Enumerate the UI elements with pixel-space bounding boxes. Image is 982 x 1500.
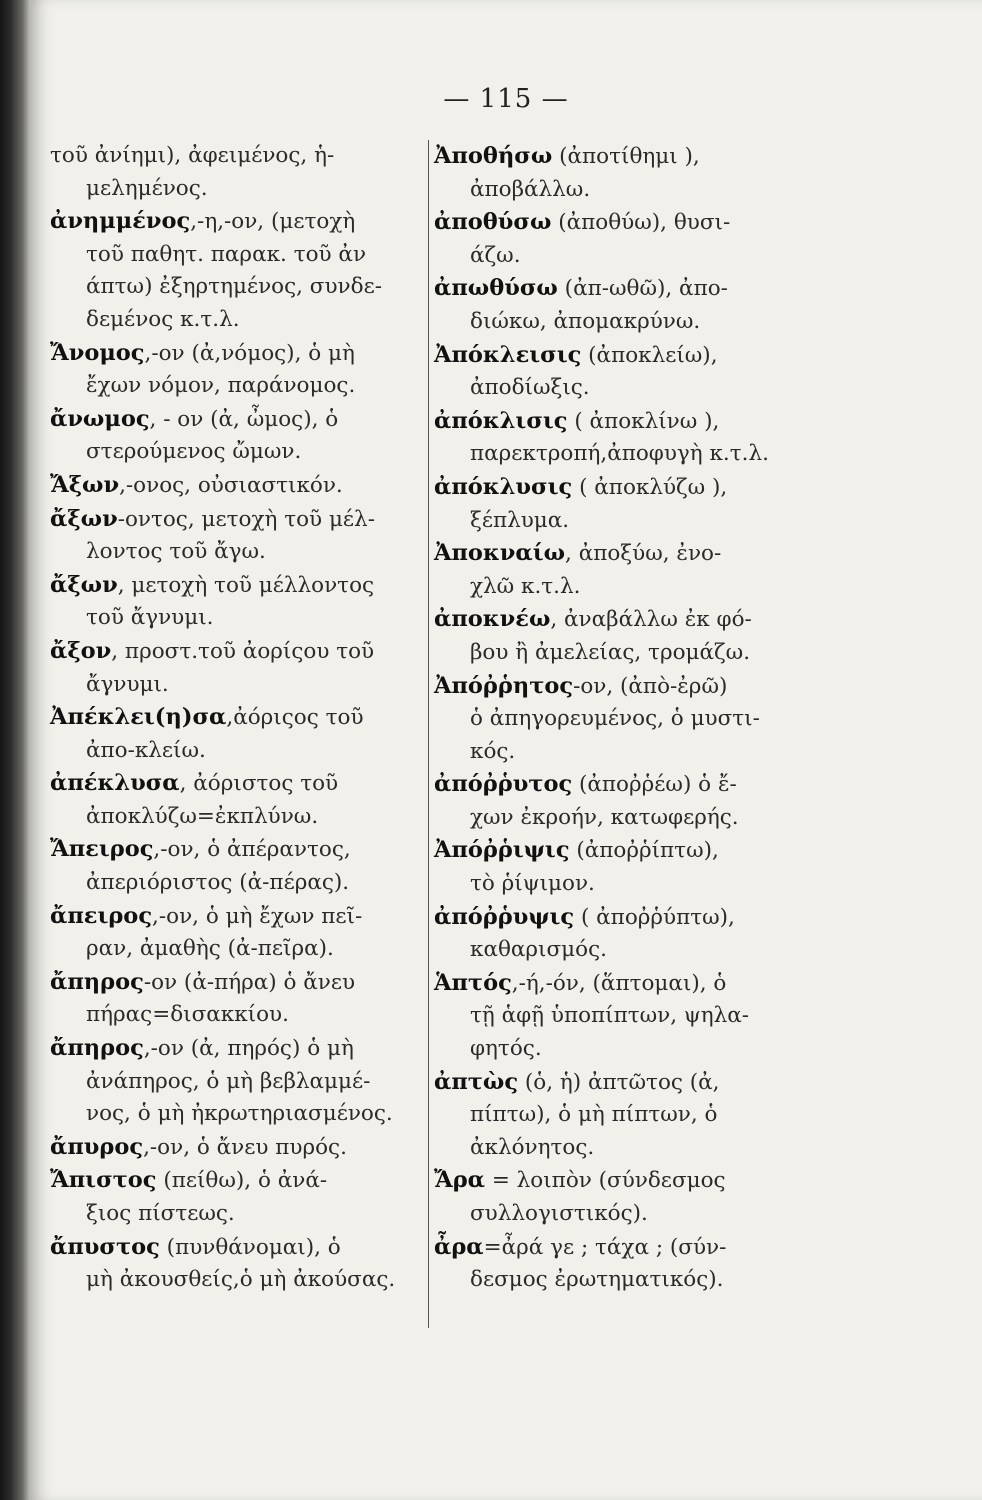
- entry-definition: ,ἀόριςος τοῦ: [226, 705, 364, 731]
- dictionary-entry: [50, 966, 448, 1032]
- entry-definition: , μετοχὴ τοῦ μέλλοντος: [117, 572, 375, 598]
- entry-continuation: ἀπεριόριστος (ἀ-πέρας).: [86, 870, 350, 896]
- entry-definition: -ον (ἀ-πήρα) ὁ ἄνευ: [143, 969, 356, 995]
- entry-continuation: λοντος τοῦ ἄγω.: [86, 539, 266, 565]
- entry-definition: ,-ον, ὁ ἀπέραντος,: [153, 837, 351, 863]
- entry-continuation: ἄγνυμι.: [86, 671, 169, 697]
- entry-continuation: συλλογιστικός).: [470, 1201, 648, 1226]
- dictionary-entry: [434, 1066, 814, 1132]
- entry-continuation: άζω.: [470, 242, 521, 268]
- entry-first-line: [50, 469, 448, 503]
- entry-continuation: χων ἐκροήν, κατωφερής.: [470, 804, 739, 830]
- entry-first-line: [434, 834, 814, 868]
- dictionary-entry: [434, 140, 814, 206]
- entry-first-line: [434, 1066, 814, 1100]
- entry-definition: ( ἀποκλίνω ),: [567, 408, 720, 434]
- dictionary-entry: [50, 1164, 448, 1230]
- entry-continuation: δεμένος κ.τ.λ.: [86, 306, 240, 332]
- entry-definition: (ἀποῤῥέω) ὁ ἔ-: [572, 772, 737, 798]
- entry-continuation: ξιος πίστεως.: [86, 1201, 235, 1226]
- entry-first-line: [434, 1164, 814, 1198]
- entry-definition: ,-ή,-όν, (ἅπτομαι), ὁ: [511, 970, 727, 996]
- entry-first-line: [50, 900, 448, 934]
- dictionary-entry: [434, 670, 814, 736]
- entry-lemma: ἄνωμος: [50, 405, 150, 432]
- entry-first-line: [434, 967, 814, 1001]
- entry-first-line: [434, 206, 814, 240]
- dictionary-entry: [50, 569, 448, 635]
- dictionary-entry: [50, 1098, 448, 1131]
- entry-definition: , ἀόριστος τοῦ: [179, 771, 339, 797]
- entry-definition: ,-ον (ἀ,νόμος), ὁ μὴ: [144, 340, 355, 366]
- dictionary-entry: [50, 635, 448, 701]
- dictionary-entry: [50, 1231, 448, 1297]
- entry-definition: =ἆρά γε ; τάχα ; (σύν-: [483, 1234, 727, 1260]
- entry-lemma: ἄπειρος: [50, 902, 153, 929]
- entry-lemma: Ἄρα: [434, 1167, 485, 1194]
- entry-continuation: τοῦ ἄγνυμι.: [86, 605, 214, 631]
- entry-first-line: [434, 339, 814, 373]
- entry-first-line: [434, 768, 814, 802]
- entry-lemma: ἄπηρος: [50, 1035, 144, 1062]
- entry-first-line: [50, 1231, 448, 1265]
- entry-continuation: καθαρισμός.: [470, 937, 607, 963]
- entry-lemma: Ἀποθήσω: [434, 143, 553, 169]
- dictionary-entry: [50, 503, 448, 569]
- entry-lemma: ἀπόκλισις: [434, 407, 568, 434]
- dictionary-entry: [434, 834, 814, 900]
- entry-lemma: ἀπόκλυσις: [434, 473, 573, 500]
- entry-continuation: άπτω) ἐξηρτημένος, συνδε-: [86, 274, 382, 300]
- dictionary-entry: [434, 736, 814, 769]
- entry-continuation: ραν, ἀμαθὴς (ἀ-πεῖρα).: [86, 936, 334, 962]
- dictionary-entry: [434, 471, 814, 537]
- entry-first-line: [434, 272, 814, 306]
- entry-definition: τοῦ ἀνίημι), ἀφειμένος, ἡ-: [50, 143, 335, 168]
- entry-lemma: Ἀποκναίω: [434, 540, 566, 567]
- entry-lemma: ἀπόῤῥυτος: [434, 771, 573, 798]
- entry-continuation: ἀπο-κλείω.: [86, 737, 206, 763]
- entry-first-line: [434, 471, 814, 505]
- dictionary-entry: [50, 833, 448, 899]
- entry-first-line: [50, 1164, 448, 1198]
- dictionary-entry: [434, 537, 814, 603]
- dictionary-entry: [50, 1131, 448, 1165]
- entry-definition: ,-ον, ὁ μὴ ἔχων πεῖ-: [152, 903, 363, 929]
- entry-continuation: ὁ ἀπηγορευμένος, ὁ μυστι-: [470, 706, 760, 732]
- entry-definition: ( ἀποκλύζω ),: [572, 474, 728, 500]
- entry-lemma: Ἀπέκλει(η)σα: [50, 704, 227, 731]
- entry-lemma: Ἄπειρος: [50, 836, 154, 863]
- entry-definition: , ἀποξύω, ἐνο-: [565, 541, 722, 567]
- entry-first-line: [434, 901, 814, 935]
- entry-definition: ,-η,-ον, (μετοχὴ: [190, 209, 356, 235]
- dictionary-entry: [434, 901, 814, 967]
- entry-lemma: ἄπηρος: [50, 968, 144, 995]
- entry-definition: ,-ον (ἀ, πηρός) ὁ μὴ: [143, 1036, 354, 1062]
- book-spine-shadow: [0, 0, 30, 1500]
- entry-definition: (ἀποκλείω),: [581, 342, 718, 368]
- entry-continuation: ἀνάπηρος, ὁ μὴ βεβλαμμέ-: [86, 1068, 371, 1094]
- entry-lemma: ἀπόῤῥυψις: [434, 903, 575, 930]
- dictionary-entry: [50, 469, 448, 503]
- book-page: [30, 0, 982, 1500]
- entry-continuation: χλῶ κ.τ.λ.: [470, 573, 581, 599]
- entry-continuation: ἀποκλύζω=ἐκπλύνω.: [86, 803, 319, 829]
- entry-continuation: νος, ὁ μὴ ἠκρωτηριασμένος.: [86, 1101, 393, 1127]
- dictionary-entry: [50, 304, 448, 337]
- entry-continuation: μελημένος.: [86, 175, 208, 201]
- entry-lemma: ἄξον: [50, 637, 112, 664]
- entry-first-line: [50, 140, 448, 173]
- entry-continuation: βου ἢ ἀμελείας, τρομάζω.: [470, 639, 751, 665]
- entry-continuation: ἀποβάλλω.: [470, 176, 591, 202]
- entry-lemma: ἀποκνέω: [434, 606, 551, 633]
- entry-first-line: [434, 405, 814, 439]
- entry-lemma: Ἄνομος: [50, 339, 145, 366]
- dictionary-entry: [50, 205, 448, 271]
- entry-first-line: [50, 205, 448, 239]
- entry-definition: ,-ον, ὁ ἄνευ πυρός.: [143, 1134, 347, 1160]
- entry-continuation: τῇ ἁφῇ ὑποπίπτων, ψηλα-: [470, 1003, 750, 1029]
- entry-continuation: στερούμενος ὤμων.: [86, 439, 302, 465]
- dictionary-entry: [50, 140, 448, 205]
- entry-definition: (ἀποῤῥίπτω),: [569, 838, 719, 864]
- dictionary-entry: [50, 337, 448, 403]
- entry-lemma: Ἄπιστος: [50, 1167, 157, 1194]
- dictionary-entry: [434, 206, 814, 272]
- entry-definition: (ἀποθύω), θυσι-: [551, 210, 731, 236]
- entry-lemma: ἀπωθύσω: [434, 275, 558, 302]
- entry-lemma: ἀπτὼς: [434, 1068, 519, 1095]
- entry-first-line: [434, 603, 814, 637]
- entry-first-line: [50, 966, 448, 1000]
- dictionary-entry: [50, 900, 448, 966]
- entry-first-line: [50, 1131, 448, 1165]
- column-divider: [428, 140, 429, 1328]
- entry-definition: , προστ.τοῦ ἀορίςου τοῦ: [111, 638, 375, 664]
- entry-definition: (πείθω), ὁ ἀνά-: [156, 1168, 328, 1194]
- entry-first-line: [50, 337, 448, 371]
- entry-continuation: ἔχων νόμον, παράνομος.: [86, 373, 356, 399]
- entry-definition: ,-ονος, οὐσιαστικόν.: [119, 472, 343, 498]
- entry-lemma: ἀπέκλυσα: [50, 770, 180, 797]
- entry-continuation: ξέπλυμα.: [470, 507, 570, 533]
- entry-lemma: Ἀπόῤῥητος: [434, 672, 574, 699]
- dictionary-entry: [434, 768, 814, 834]
- dictionary-entry: [50, 1032, 448, 1098]
- entry-first-line: [434, 1231, 814, 1265]
- right-column: [434, 140, 814, 1297]
- entry-lemma: ἄπυστος: [50, 1233, 160, 1260]
- entry-continuation: κός.: [470, 738, 516, 764]
- entry-definition: , ἀναβάλλω ἐκ φό-: [550, 607, 752, 633]
- left-column: [50, 140, 448, 1297]
- entry-first-line: [434, 537, 814, 571]
- dictionary-entry: [50, 701, 448, 767]
- entry-continuation: φητός.: [470, 1036, 542, 1062]
- entry-definition: ( ἀποῤῥύπτω),: [574, 904, 735, 930]
- entry-lemma: ἀποθύσω: [434, 209, 552, 236]
- entry-first-line: [50, 569, 448, 603]
- entry-continuation: ἀποδίωξις.: [470, 375, 590, 401]
- entry-definition: -οντος, μετοχὴ τοῦ μέλ-: [117, 506, 375, 532]
- entry-continuation: μὴ ἀκουσθείς,ὁ μὴ ἀκούσας.: [86, 1267, 396, 1293]
- entry-continuation: παρεκτροπή,ἀποφυγὴ κ.τ.λ.: [470, 441, 769, 467]
- entry-lemma: Ἀπόκλεισις: [434, 341, 582, 368]
- dictionary-entry: [434, 1132, 814, 1165]
- entry-first-line: [434, 670, 814, 704]
- entry-first-line: [50, 833, 448, 867]
- entry-continuation: δεσμος ἐρωτηματικός).: [470, 1267, 724, 1293]
- entry-continuation: τὸ ῥίψιμον.: [470, 871, 595, 897]
- page-number: — 115 —: [443, 84, 569, 114]
- dictionary-entry: [434, 603, 814, 669]
- entry-definition: -ον, (ἀπὸ-ἐρῶ): [573, 673, 728, 699]
- entry-lemma: ἄπυρος: [50, 1133, 144, 1160]
- dictionary-entry: [434, 1164, 814, 1230]
- entry-definition: (πυνθάνομαι), ὁ: [159, 1234, 341, 1260]
- entry-first-line: [50, 503, 448, 537]
- entry-first-line: [50, 701, 448, 735]
- entry-lemma: ἄξων: [50, 571, 118, 598]
- dictionary-entry: [50, 271, 448, 304]
- entry-lemma: ἄξων: [50, 505, 118, 532]
- dictionary-entry: [434, 405, 814, 471]
- entry-definition: , - ον (ἀ, ὦμος), ὁ: [149, 406, 339, 432]
- entry-first-line: [434, 140, 814, 174]
- dictionary-entry: [50, 403, 448, 469]
- entry-definition: (ὁ, ἡ) ἀπτῶτος (ἀ,: [518, 1069, 720, 1095]
- dictionary-entry: [50, 767, 448, 833]
- dictionary-entry: [434, 1231, 814, 1297]
- entry-first-line: [50, 403, 448, 437]
- entry-continuation: πίπτω), ὁ μὴ πίπτων, ὁ: [470, 1102, 718, 1128]
- entry-definition: (ἀπ-ωθῶ), ἀπο-: [557, 276, 728, 302]
- entry-lemma: ἀνημμένος: [50, 208, 191, 235]
- entry-continuation: πήρας=δισακκίου.: [86, 1002, 289, 1028]
- dictionary-entry: [434, 272, 814, 338]
- dictionary-entry: [434, 967, 814, 1033]
- entry-lemma: Ἄξων: [50, 471, 120, 498]
- entry-first-line: [50, 635, 448, 669]
- entry-continuation: ἀκλόνητος.: [470, 1134, 595, 1160]
- entry-first-line: [50, 767, 448, 801]
- entry-lemma: Ἁπτός: [434, 969, 512, 996]
- entry-lemma: Ἀπόῤῥιψις: [434, 837, 570, 864]
- entry-continuation: διώκω, ἀπομακρύνω.: [470, 308, 701, 334]
- entry-first-line: [50, 1032, 448, 1066]
- dictionary-entry: [434, 339, 814, 405]
- entry-definition: = λοιπὸν (σύνδεσμος: [485, 1168, 726, 1194]
- entry-continuation: τοῦ παθητ. παρακ. τοῦ ἀν: [86, 241, 367, 267]
- dictionary-entry: [434, 1033, 814, 1066]
- entry-lemma: ἆρα: [434, 1233, 484, 1260]
- entry-definition: (ἀποτίθημι ),: [552, 144, 700, 169]
